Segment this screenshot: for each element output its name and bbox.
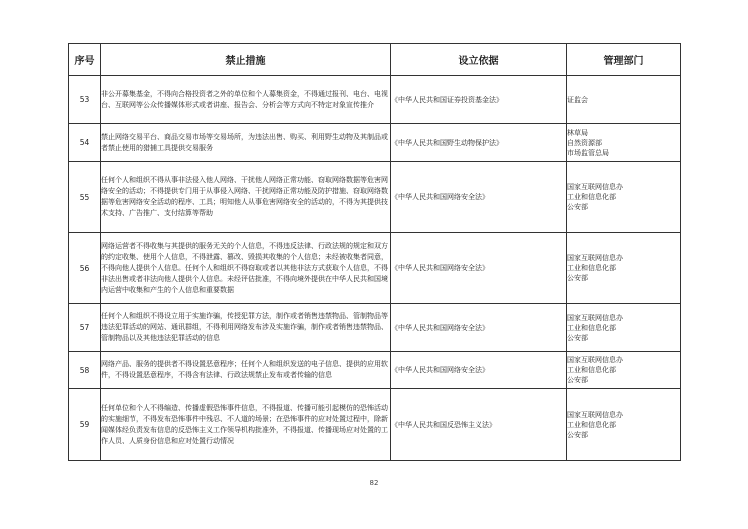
- row-number: 56: [69, 233, 101, 304]
- header-basis: 设立依据: [391, 44, 567, 76]
- legal-basis: 《中华人民共和国网络安全法》: [391, 352, 567, 389]
- managing-department: [567, 124, 681, 162]
- legal-basis: 《中华人民共和国网络安全法》: [391, 162, 567, 233]
- managing-department: [567, 389, 681, 461]
- department-name: 工业和信息化部: [567, 264, 616, 272]
- department-name: 工业和信息化部: [567, 323, 616, 332]
- department-name: 工业和信息化部: [567, 366, 616, 374]
- department-name: 国家互联网信息办: [567, 183, 623, 191]
- table-row: [69, 304, 681, 352]
- department-name: 证监会: [567, 95, 588, 104]
- prohibition-measure: 网络运营者不得收集与其提供的服务无关的个人信息，不得违反法律、行政法规的规定和双方的约定收集、使用个人信息，不得泄露、篡改、毁损其收集的个人信息；未经被收集者同意，不得向他人提供个人信息。任何个人和组织不得窃取或者以其他非法方式获取个人信息，不得非法出售或者非法向他人提供个人信息。未经评估批准，不得向境外提供在中华人民共和国境内运营中收集和产生的个人信息和重要数据: [101, 233, 391, 304]
- department-name: 自然资源部: [567, 138, 602, 147]
- table-row: [69, 352, 681, 389]
- row-number: 55: [69, 162, 101, 233]
- department-name: 工业和信息化部: [567, 193, 616, 201]
- department-name: 市场监管总局: [567, 148, 609, 157]
- table-row: [69, 124, 681, 162]
- row-number: 53: [69, 76, 101, 124]
- prohibition-measure: 网络产品、服务的提供者不得设置恶意程序；任何个人和组织发送的电子信息、提供的应用软件，不得设置恶意程序，不得含有法律、行政法规禁止发布或者传输的信息: [101, 352, 391, 389]
- managing-department: [567, 352, 681, 389]
- legal-basis: 《中华人民共和国网络安全法》: [391, 304, 567, 352]
- row-number: 57: [69, 304, 101, 352]
- row-number: 59: [69, 389, 101, 461]
- row-number: 54: [69, 124, 101, 162]
- department-name: 国家互联网信息办: [567, 254, 623, 262]
- header-measure: 禁止措施: [101, 44, 391, 76]
- managing-department: [567, 76, 681, 124]
- department-name: 工业和信息化部: [567, 420, 616, 429]
- managing-department: [567, 233, 681, 304]
- page-number: 82: [369, 479, 379, 487]
- department-name: 公安部: [567, 430, 588, 439]
- department-name: 公安部: [567, 203, 588, 211]
- prohibition-measure: 非公开募集基金，不得向合格投资者之外的单位和个人募集资金，不得通过报刊、电台、电视台、互联网等公众传播媒体形式或者讲座、报告会、分析会等方式向不特定对象宣传推介: [101, 76, 391, 124]
- department-name: 公安部: [567, 376, 588, 384]
- department-name: 公安部: [567, 274, 588, 282]
- prohibition-measure: 任何个人和组织不得设立用于实施诈骗，传授犯罪方法，制作或者销售违禁物品、管制物品等违法犯罪活动的网站、通讯群组，不得利用网络发布涉及实施诈骗，制作或者销售违禁物品、管制物品以及其他违法犯罪活动的信息: [101, 304, 391, 352]
- prohibition-measure: 禁止网络交易平台、商品交易市场等交易场所，为违法出售、购买、利用野生动物及其制品或者禁止使用的猎捕工具提供交易服务: [101, 124, 391, 162]
- legal-basis: 《中华人民共和国证券投资基金法》: [391, 76, 567, 124]
- regulation-table: [68, 43, 681, 461]
- table-row: [69, 76, 681, 124]
- managing-department: [567, 304, 681, 352]
- department-name: 国家互联网信息办: [567, 356, 623, 364]
- table-row: [69, 233, 681, 304]
- prohibition-measure: 任何单位和个人不得编造、传播虚假恐怖事件信息，不得报道、传播可能引起模仿的恐怖活动的实施细节，不得发布恐怖事件中残忍、不人道的场景；在恐怖事件的应对处置过程中，除新闻媒体经负责发布信息的反恐怖主义工作领导机构批准外，不得报道、传播现场应对处置的工作人员、人质身份信息和应对处置行动情况: [101, 389, 391, 461]
- legal-basis: 《中华人民共和国野生动物保护法》: [391, 124, 567, 162]
- department-name: 林草局: [567, 128, 588, 137]
- table-row: [69, 162, 681, 233]
- legal-basis: 《中华人民共和国反恐怖主义法》: [391, 389, 567, 461]
- prohibition-measure: 任何个人和组织不得从事非法侵入他人网络、干扰他人网络正常功能、窃取网络数据等危害网络安全的活动；不得提供专门用于从事侵入网络、干扰网络正常功能及防护措施、窃取网络数据等危害网络安全活动的程序、工具；明知他人从事危害网络安全的活动的，不得为其提供技术支持、广告推广、支付结算等帮助: [101, 162, 391, 233]
- department-name: 公安部: [567, 333, 588, 342]
- legal-basis: 《中华人民共和国网络安全法》: [391, 233, 567, 304]
- table-header-row: [69, 44, 681, 76]
- header-num: 序号: [69, 44, 101, 76]
- table-row: [69, 389, 681, 461]
- department-name: 国家互联网信息办: [567, 313, 623, 322]
- row-number: 58: [69, 352, 101, 389]
- department-name: 国家互联网信息办: [567, 410, 623, 419]
- managing-department: [567, 162, 681, 233]
- header-dept: 管理部门: [567, 44, 681, 76]
